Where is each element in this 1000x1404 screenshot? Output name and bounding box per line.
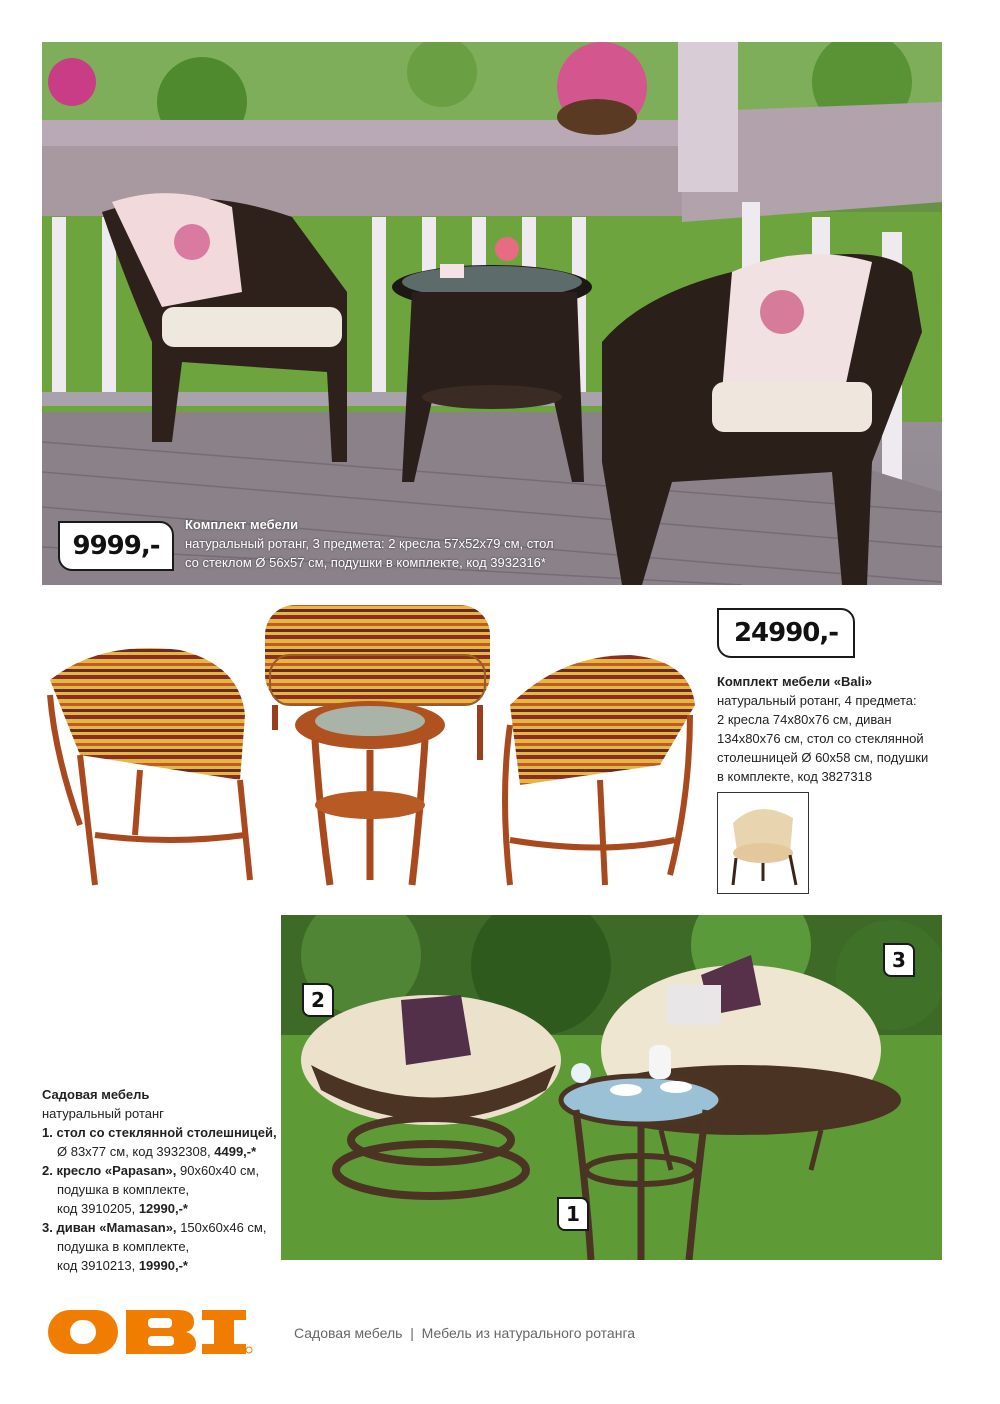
- set1-desc-line1: натуральный ротанг, 3 предмета: 2 кресла 57х52х79 см, стол: [185, 536, 554, 551]
- set3-item-2-num: 2.: [42, 1163, 53, 1178]
- badge-1-label: 1: [566, 1202, 580, 1226]
- set2-line-3: 134х80х76 см, стол со стеклянной: [717, 731, 924, 746]
- set1-price-tag: [58, 521, 174, 571]
- footer-section-title: Садовая мебель | Мебель из натурального ротанга: [294, 1325, 636, 1341]
- set3-item-3-price: 19990,-*: [138, 1258, 188, 1273]
- badge-item-1: [557, 1197, 589, 1231]
- veranda-furniture-photo: [42, 42, 942, 585]
- bali-furniture-image: [40, 595, 710, 895]
- set3-item-1: [42, 1123, 282, 1142]
- set2-line-5: в комплекте, код 3827318: [717, 769, 873, 784]
- set1-title: Комплект мебели: [185, 517, 299, 532]
- set1-price: 9999,-: [72, 531, 160, 561]
- set3-item-3: [42, 1218, 282, 1237]
- set2-line-2: 2 кресла 74х80х76 см, диван: [717, 712, 892, 727]
- set3-item-2-line3-text: код 3910205,: [57, 1201, 136, 1216]
- badge-3-label: 3: [892, 948, 906, 972]
- badge-item-3: [883, 943, 915, 977]
- set3-item-3-num: 3.: [42, 1220, 53, 1235]
- set2-title: Комплект мебели «Bali»: [717, 674, 873, 689]
- set3-item-2-price: 12990,-*: [138, 1201, 188, 1216]
- set3-title: Садовая мебель: [42, 1087, 150, 1102]
- badge-item-2: [302, 983, 334, 1017]
- set2-caption: [717, 672, 957, 786]
- set3-caption: [42, 1085, 282, 1275]
- set3-item-1-num: 1.: [42, 1125, 53, 1140]
- set3-item-1-name: стол со стеклянной столешницей,: [56, 1125, 277, 1140]
- set3-item-2-rest: 90х60х40 см,: [180, 1163, 260, 1178]
- badge-2-label: 2: [311, 988, 325, 1012]
- set2-line-1: натуральный ротанг, 4 предмета:: [717, 693, 917, 708]
- set3-item-2: [42, 1161, 282, 1180]
- set2-price: 24990,-: [733, 618, 839, 648]
- set3-item-3-line2: подушка в комплекте,: [57, 1239, 190, 1254]
- set2-line-4: столешницей Ø 60х58 см, подушки: [717, 750, 929, 765]
- set3-subtitle: натуральный ротанг: [42, 1106, 164, 1121]
- papasan-set-photo: [281, 915, 942, 1260]
- set3-item-1-price: 4499,-*: [214, 1144, 257, 1159]
- set3-item-2-line2: подушка в комплекте,: [57, 1182, 190, 1197]
- set3-item-3-name: диван «Mamasan»,: [56, 1220, 177, 1235]
- set3-item-2-line3: [42, 1199, 282, 1218]
- set2-price-tag: [717, 608, 855, 658]
- set3-item-1-line2-text: Ø 83х77 см, код 3932308,: [57, 1144, 211, 1159]
- set1-desc-line2: со стеклом Ø 56х57 см, подушки в комплекте, код 3932316*: [185, 555, 546, 570]
- set1-caption: [185, 515, 565, 572]
- set3-item-3-line3: [42, 1256, 282, 1275]
- set3-item-1-line2: [42, 1142, 282, 1161]
- set3-item-3-rest: 150х60х46 см,: [180, 1220, 267, 1235]
- set3-item-2-name: кресло «Papasan»,: [56, 1163, 177, 1178]
- obi-logo: [48, 1308, 253, 1363]
- set3-item-3-line3-text: код 3910213,: [57, 1258, 136, 1273]
- bali-chair-thumbnail: [717, 792, 809, 894]
